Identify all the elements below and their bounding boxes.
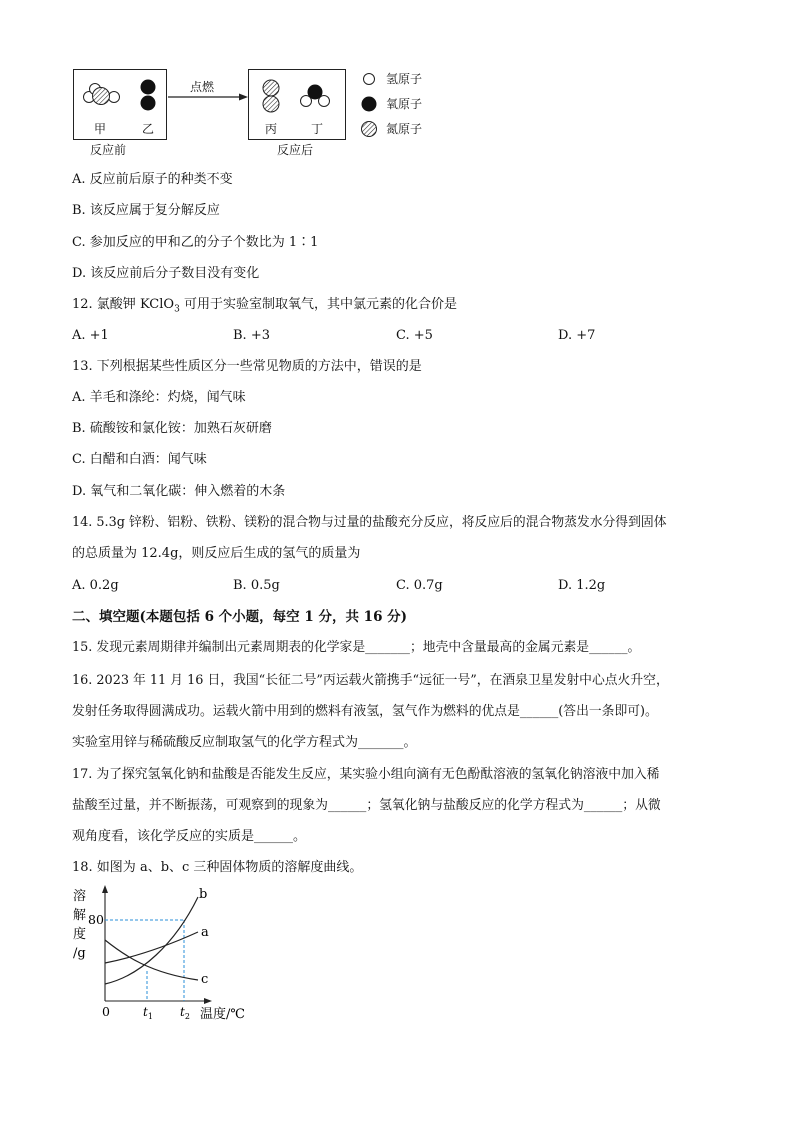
q15-text: 15. 发现元素周期律并编制出元素周期表的化学家是_______；地壳中含量最高的金属元素是______。 [72,640,641,655]
x-axis-arrow-icon [204,998,212,1004]
label-ding: 丁 [311,122,324,136]
q13-option-d: D. 氧气和二氧化碳：伸入燃着的木条 [72,484,286,499]
q16-line1: 16. 2023 年 11 月 16 日，我国“长征二号”丙运载火箭携手“远征一号”，在酒泉卫星发射中心点火升空， [72,673,669,688]
q14-option-d: D. 1.2g [558,578,606,593]
y-label-char-4: /g [73,946,86,961]
oxygen-atom-icon [360,95,378,113]
molecule-ding [301,85,330,107]
q13-option-c: C. 白醋和白酒：闻气味 [72,452,207,467]
solubility-chart [70,884,270,1024]
q17-line3: 观角度看，该化学反应的实质是______。 [72,829,307,844]
label-jia: 甲 [94,122,107,136]
q12-stem-part1: 12. 氯酸钾 KClO [72,297,175,312]
q12-stem-subscript: 3 [174,304,180,315]
q14-option-b: B. 0.5g [233,578,280,593]
arrow-label: 点燃 [190,80,215,94]
q14-stem-line2: 的总质量为 12.4g，则反应后生成的氢气的质量为 [72,546,361,561]
y-label-char-2: 解 [73,908,87,923]
series-label-a: a [201,925,209,940]
q12-option-a: A. +1 [72,328,109,343]
q12-stem-part2: 可用于实验室制取氧气，其中氯元素的化合价是 [179,297,457,312]
q12-option-d: D. +7 [558,328,596,343]
q14-stem-line1: 14. 5.3g 锌粉、铝粉、铁粉、镁粉的混合物与过量的盐酸充分反应，将反应后的混合物蒸发水分得到固体 [72,515,667,530]
q13-option-b: B. 硫酸铵和氯化铵：加熟石灰研磨 [72,421,272,436]
y-label-char-1: 溶 [73,889,87,904]
section-title: 二、填空题(本题包括 6 个小题，每空 1 分，共 16 分) [72,609,408,625]
x-tick-t1: $t_1$ [143,1005,153,1021]
q12-option-c: C. +5 [396,328,433,343]
before-box [73,69,167,140]
q13-stem: 13. 下列根据某些性质区分一些常见物质的方法中，错误的是 [72,359,422,374]
after-box [248,69,346,140]
q11-option-b: B. 该反应属于复分解反应 [72,203,220,218]
molecule-bing [263,80,279,112]
before-caption: 反应前 [90,143,127,157]
q17-line2: 盐酸至过量，并不断振荡，可观察到的现象为______；氢氧化钠与盐酸反应的化学方程式为______；从微 [72,798,661,813]
reaction-arrow-icon [166,92,250,102]
after-caption: 反应后 [277,143,314,157]
y-axis-arrow-icon [102,885,108,893]
q14-option-c: C. 0.7g [396,578,443,593]
q11-option-d: D. 该反应前后分子数目没有变化 [72,266,260,281]
q14-option-a: A. 0.2g [72,578,119,593]
q13-option-a: A. 羊毛和涤纶：灼烧，闻气味 [72,390,246,405]
q17-line1: 17. 为了探究氢氧化钠和盐酸是否能发生反应，某实验小组向滴有无色酚酞溶液的氢氧化钠溶液中加入稀 [72,767,660,782]
series-label-c: c [201,972,209,987]
molecule-yi [141,80,156,111]
q11-option-a: A. 反应前后原子的种类不变 [72,172,233,187]
q18-stem: 18. 如图为 a、b、c 三种固体物质的溶解度曲线。 [72,860,363,875]
q11-option-c: C. 参加反应的甲和乙的分子个数比为 1∶1 [72,235,319,250]
y-label-char-3: 度 [73,927,87,942]
label-bing: 丙 [265,122,278,136]
origin-label: 0 [102,1004,110,1019]
q16-line2: 发射任务取得圆满成功。运载火箭中用到的燃料有液氢，氢气作为燃料的优点是______(答出一条即可)。 [72,704,658,719]
q12-stem [72,296,457,319]
label-yi: 乙 [142,122,155,136]
y-tick-80: 80 [88,912,104,927]
series-label-b: b [199,887,208,902]
nitrogen-atom-icon [360,120,378,138]
molecule-jia [84,84,120,105]
legend-hydrogen-label: 氢原子 [386,72,423,86]
x-axis-label: 温度/℃ [200,1007,245,1022]
hydrogen-atom-icon [361,71,377,87]
legend-nitrogen-label: 氮原子 [386,122,423,136]
legend-oxygen-label: 氧原子 [386,97,423,111]
q16-line3: 实验室用锌与稀硫酸反应制取氢气的化学方程式为_______。 [72,735,417,750]
after-molecules [249,70,345,139]
x-tick-t2: $t_2$ [180,1005,190,1021]
q12-option-b: B. +3 [233,328,270,343]
